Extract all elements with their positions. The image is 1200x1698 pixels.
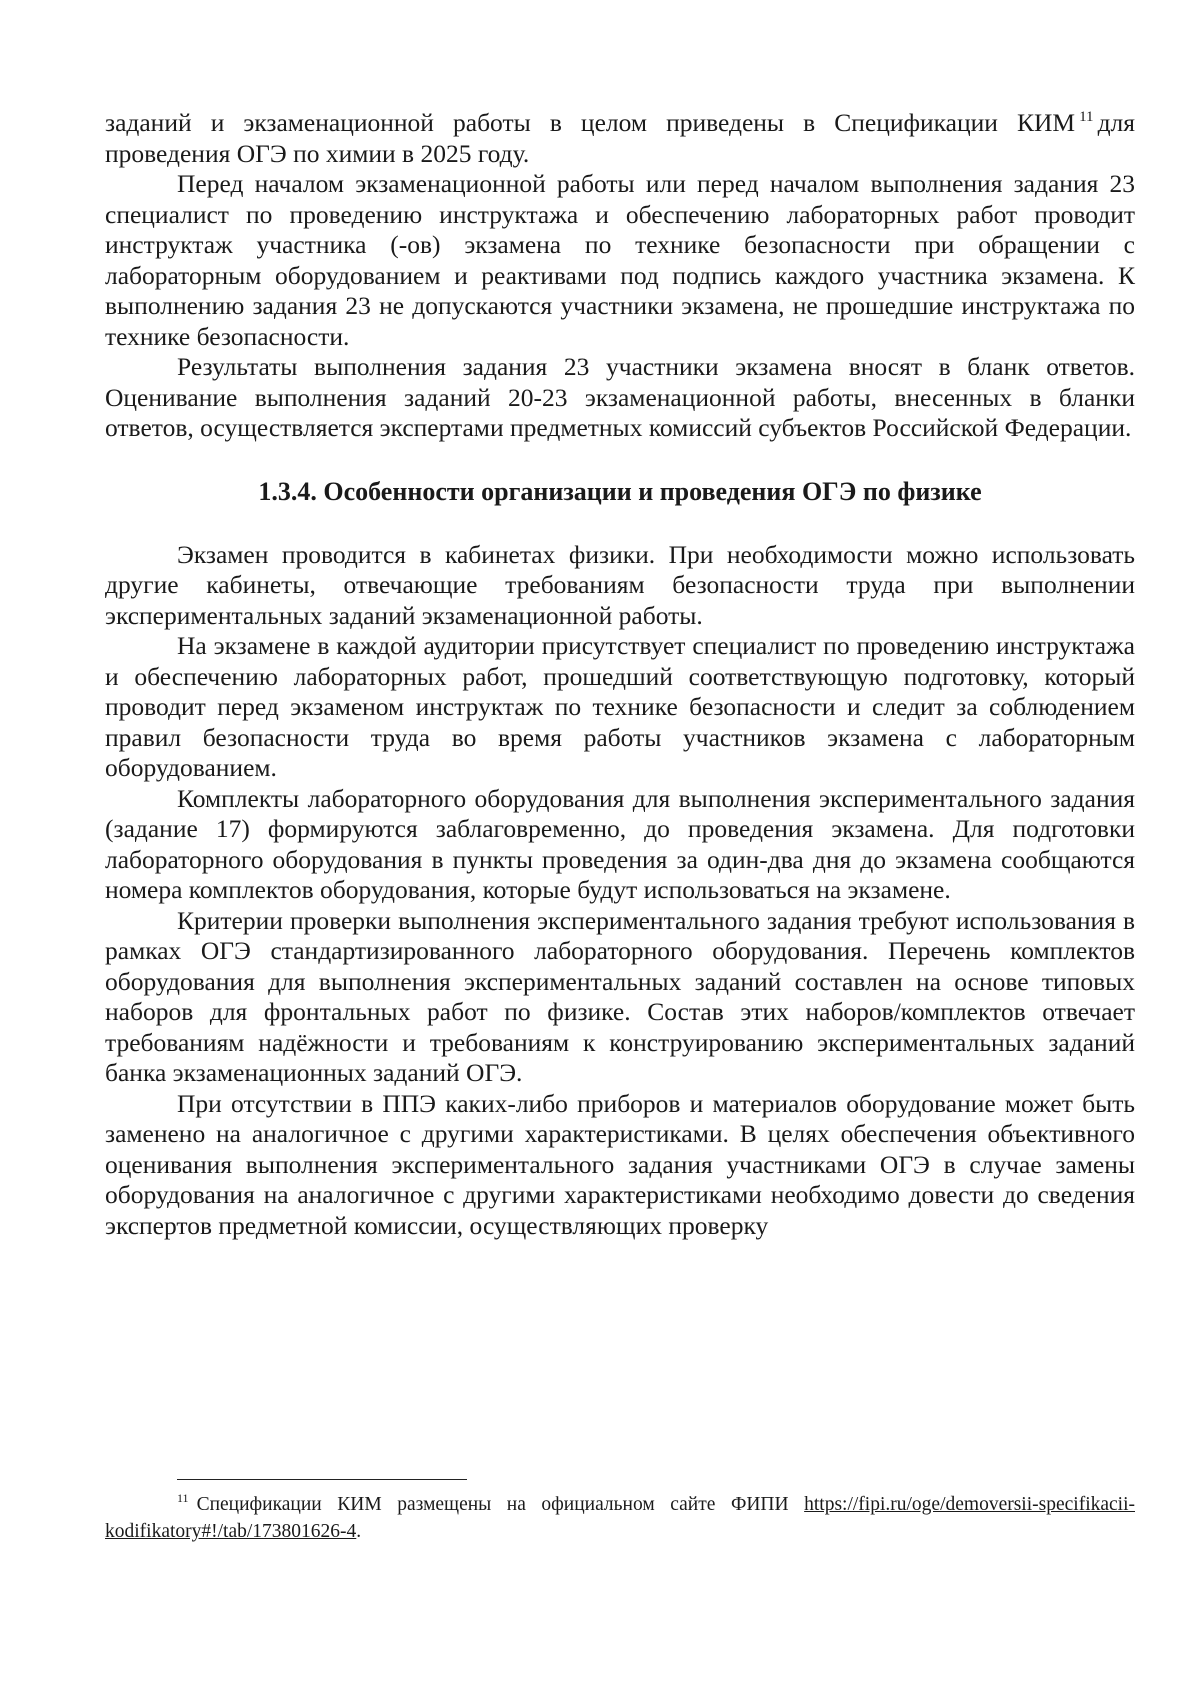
footnote-separator	[177, 1479, 467, 1480]
paragraph: Результаты выполнения задания 23 участники экзамена вносят в бланк ответов. Оценивание выполнения заданий 20-23 экзаменационной работы, внесенных в бланки ответов, осуществляется экспертами предметных комиссий субъектов Российской Федерации.	[105, 352, 1135, 442]
section-heading: 1.3.4. Особенности организации и проведения ОГЭ по физике	[258, 476, 982, 506]
footnote-text: Спецификации КИМ размещены на официальном сайте ФИПИ	[196, 1494, 789, 1515]
paragraph-text: заданий и экзаменационной работы в целом приведены в Спецификации КИМ	[105, 108, 1076, 137]
main-text	[105, 108, 1135, 1241]
paragraph-continuation	[105, 108, 1135, 169]
paragraph: При отсутствии в ППЭ каких-либо приборов и материалов оборудование может быть заменено на аналогичное с другими характеристиками. В целях обеспечения объективного оценивания выполнения экспериментального задания участниками ОГЭ в случае замены оборудования на аналогичное с другими характеристиками необходимо довести до сведения экспертов предметной комиссии, осуществляющих проверку	[105, 1088, 1135, 1240]
paragraph-text-after: для проведения ОГЭ по химии в 2025 году.	[105, 108, 1135, 168]
footnote-reference[interactable]: 11	[1079, 109, 1094, 125]
paragraph: Комплекты лабораторного оборудования для выполнения экспериментального задания (задание 17) формируются заблаговременно, до проведения экзамена. Для подготовки лабораторного оборудования в пункты проведения за один-два дня до экзамена сообщаются номера комплектов оборудования, которые будут использоваться на экзамене.	[105, 783, 1135, 904]
paragraph: Перед началом экзаменационной работы или перед началом выполнения задания 23 специалист по проведению инструктажа и обеспечению лабораторных работ проводит инструктаж участника (-ов) экзамена по технике безопасности при обращении с лабораторным оборудованием и реактивами под подпись каждого участника экзамена. К выполнению задания 23 не допускаются участники экзамена, не прошедшие инструктажа по технике безопасности.	[105, 169, 1135, 351]
paragraph: На экзамене в каждой аудитории присутствует специалист по проведению инструктажа и обеспечению лабораторных работ, прошедший соответствующую подготовку, который проводит перед экзаменом инструктаж по технике безопасности и следит за соблюдением правил безопасности труда во время работы участников экзамена с лабораторным оборудованием.	[105, 631, 1135, 782]
paragraph: Экзамен проводится в кабинетах физики. При необходимости можно использовать другие кабинеты, отвечающие требованиям безопасности труда при выполнении экспериментальных заданий экзаменационной работы.	[105, 539, 1135, 630]
footnote-link[interactable]: https://fipi.ru/oge/demoversii-specifikacii-kodifikatory#!/tab/173801626-4	[105, 1494, 1135, 1542]
footnote: 11 Спецификации КИМ размещены на официальном сайте ФИПИ https://fipi.ru/oge/demoversii-specifikacii-kodifikatory#!/tab/173801626-4.	[105, 1491, 1135, 1542]
footnote-trailing: .	[356, 1521, 362, 1542]
paragraph: Критерии проверки выполнения экспериментального задания требуют использования в рамках ОГЭ стандартизированного лабораторного оборудования. Перечень комплектов оборудования для выполнения экспериментальных заданий составлен на основе типовых наборов для фронтальных работ по физике. Состав этих наборов/комплектов отвечает требованиям надёжности и требованиям к конструированию экспериментальных заданий банка экзаменационных заданий ОГЭ.	[105, 905, 1135, 1087]
